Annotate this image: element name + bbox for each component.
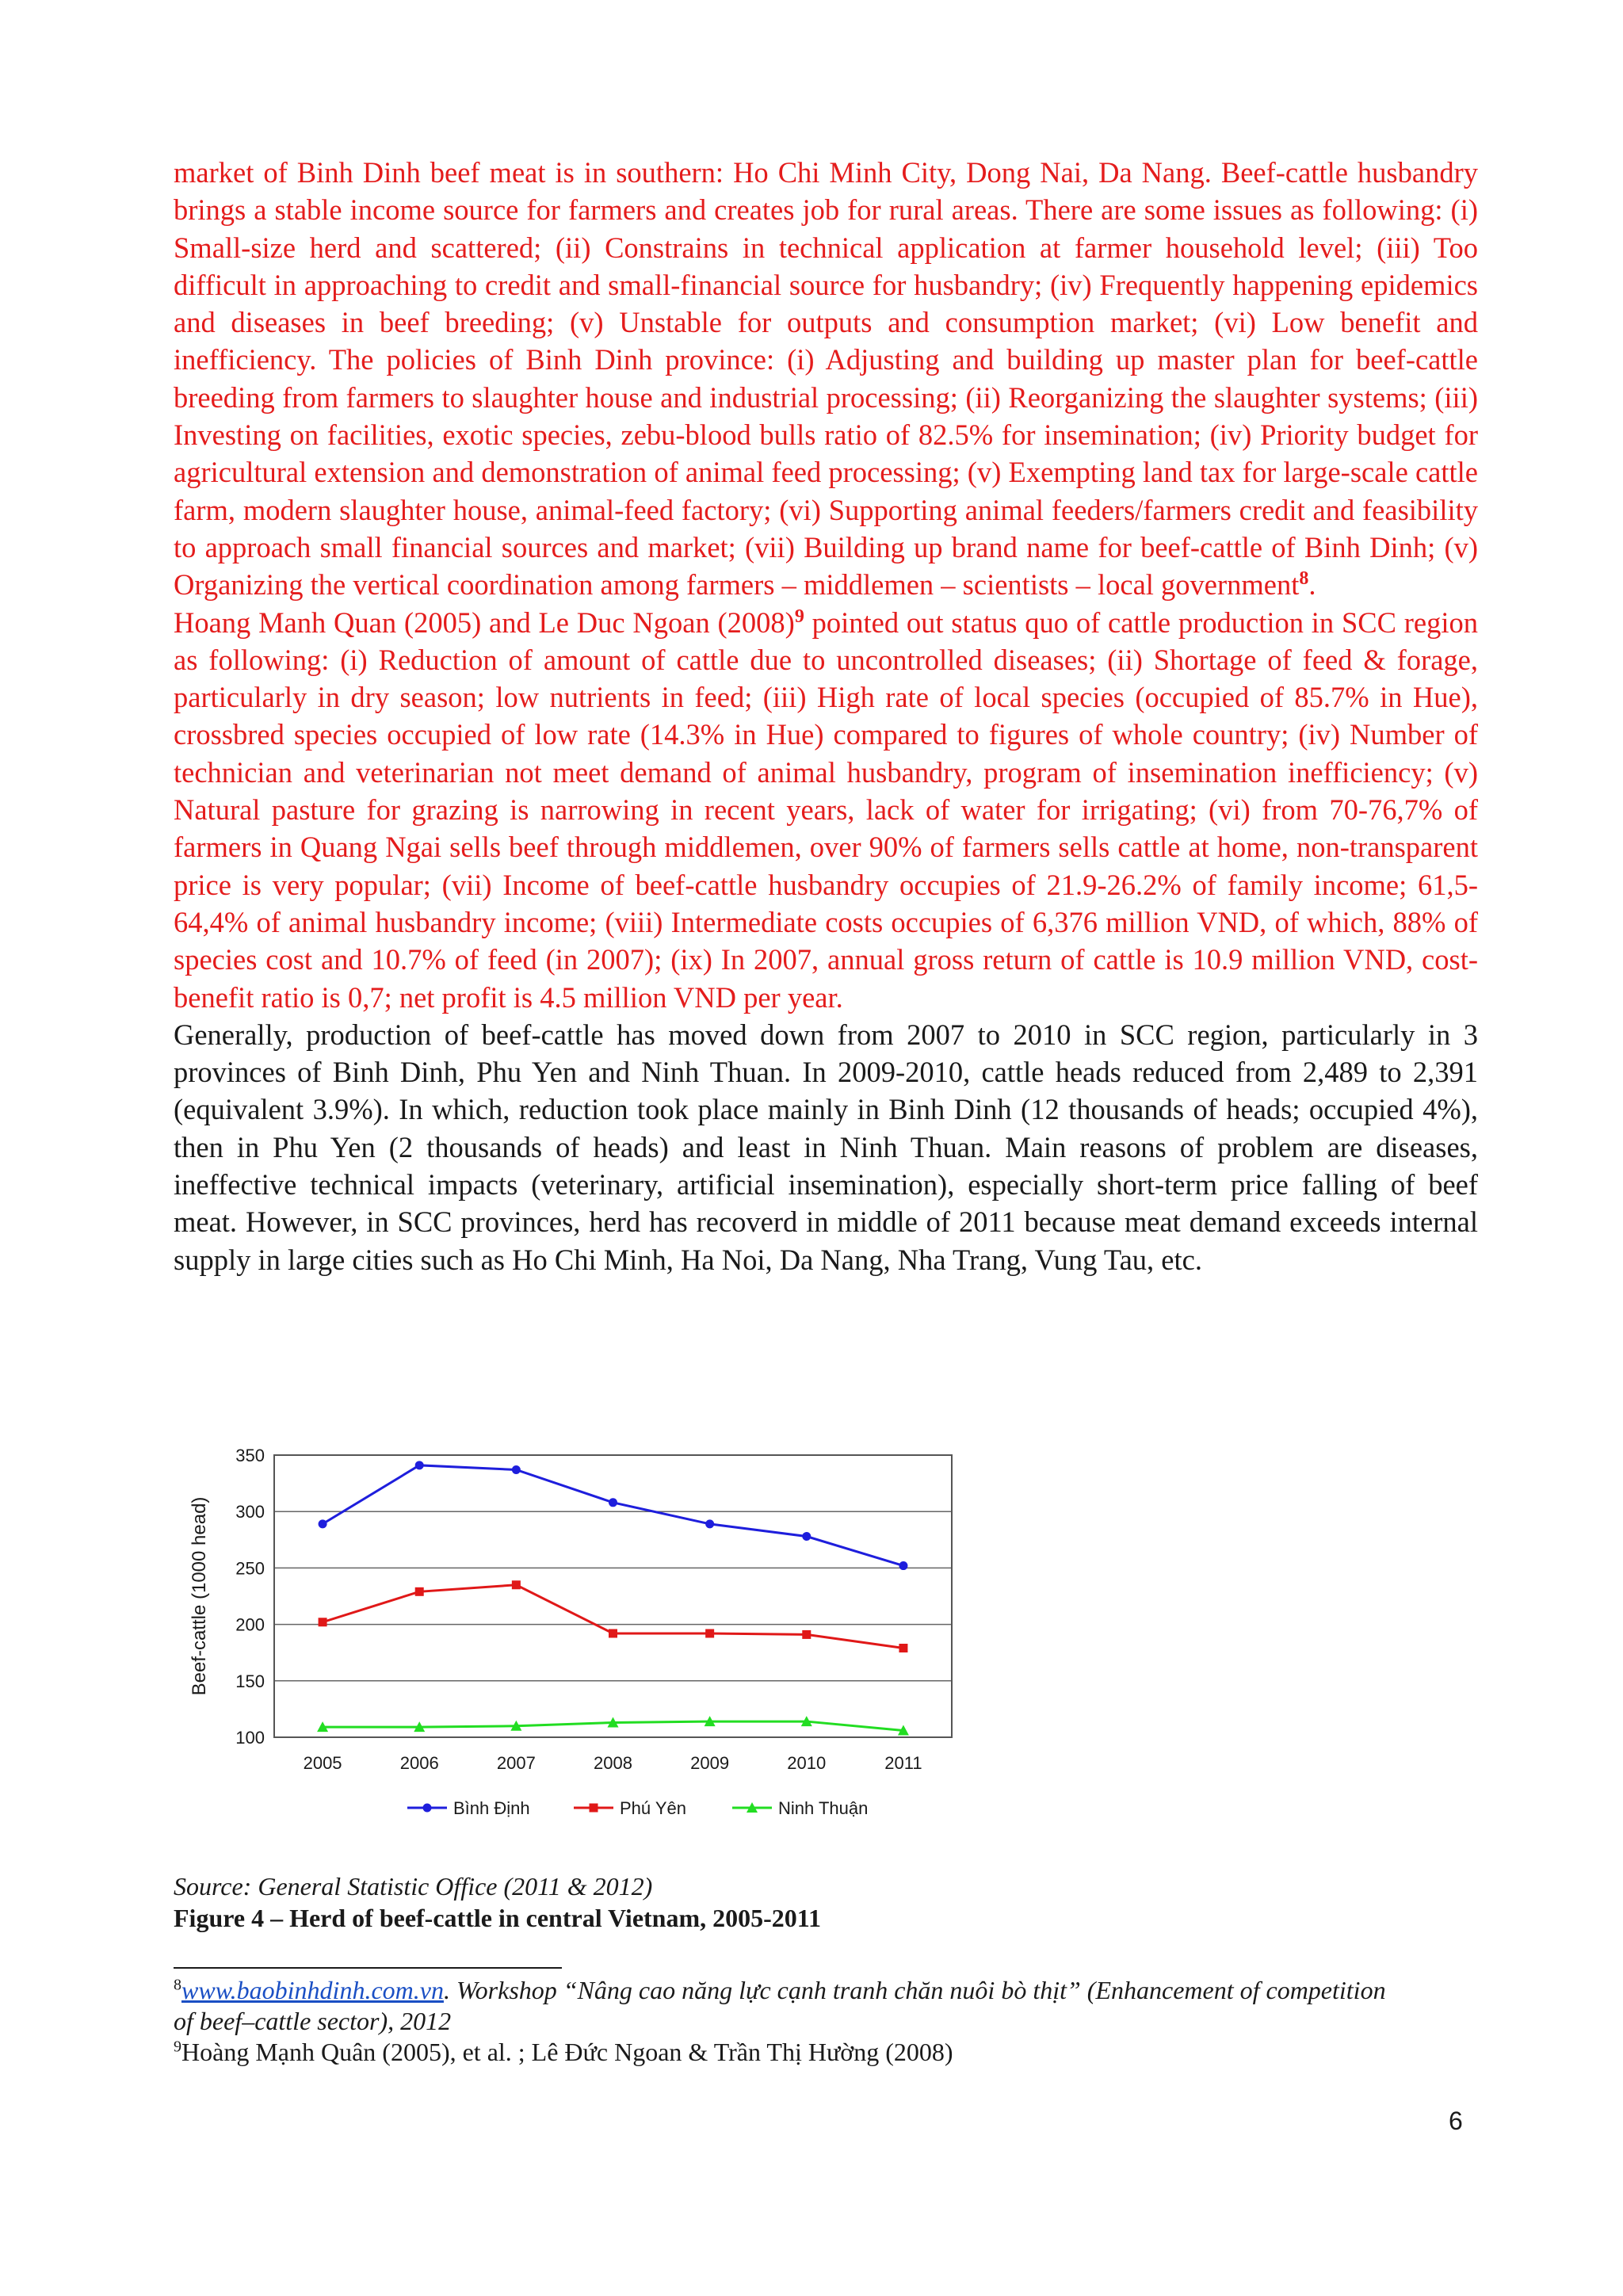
y-tick-label: 250 (235, 1558, 265, 1579)
legend-label: Phú Yên (620, 1798, 687, 1818)
data-point (899, 1644, 907, 1652)
footnotes (174, 1975, 1410, 2068)
data-point (802, 1630, 811, 1639)
page-number: 6 (1449, 2107, 1463, 2135)
legend-marker (590, 1804, 598, 1813)
x-tick-label: 2007 (496, 1753, 536, 1773)
paragraph-end: . (1308, 568, 1316, 602)
data-point (609, 1629, 617, 1637)
data-point (512, 1580, 521, 1589)
x-tick-label: 2010 (787, 1753, 827, 1773)
data-point (705, 1629, 714, 1637)
y-tick-label: 350 (235, 1447, 265, 1465)
series-2 (317, 1716, 909, 1735)
y-tick-labels (235, 1447, 265, 1748)
data-point (319, 1618, 327, 1626)
series-0 (319, 1461, 908, 1570)
figure-source: Source: General Statistic Office (2011 & 2012) (174, 1872, 653, 1901)
data-point (705, 1519, 714, 1528)
footnote-number: 8 (174, 1976, 181, 1994)
legend-item (407, 1798, 530, 1818)
body-text (174, 154, 1478, 1278)
y-tick-label: 300 (235, 1502, 265, 1522)
herd-line-chart (174, 1447, 1045, 1859)
y-tick-label: 200 (235, 1614, 265, 1635)
chart-series (317, 1461, 909, 1735)
data-point (802, 1532, 811, 1541)
paragraph-status-quo (174, 604, 1478, 1016)
footnote-number: 9 (174, 2038, 181, 2056)
footnote-ref-9[interactable]: 9 (794, 606, 804, 627)
paragraph-binh-dinh-policies (174, 154, 1478, 604)
x-tick-label: 2009 (690, 1753, 730, 1773)
legend-marker (423, 1804, 432, 1813)
y-tick-label: 150 (235, 1671, 265, 1691)
x-tick-label: 2008 (594, 1753, 632, 1773)
footnote-text: Hoàng Mạnh Quân (2005), et al. ; Lê Đức Ngoan & Trần Thị Hường (2008) (181, 2038, 953, 2066)
y-tick-label: 100 (235, 1728, 265, 1748)
x-tick-label: 2011 (884, 1753, 922, 1773)
legend-label: Ninh Thuận (778, 1798, 869, 1818)
legend-label: Bình Định (453, 1798, 530, 1818)
y-axis-label: Beef-cattle (1000 head) (189, 1496, 210, 1696)
footnote-text: . Workshop “Nâng cao năng lực cạnh tranh chăn nuôi bò thịt” (Enhancement of competition of beef–cattle sector), 2012 (174, 1976, 1386, 2035)
series-line (323, 1585, 903, 1648)
data-point (512, 1465, 521, 1474)
footnote-divider (174, 1967, 562, 1969)
legend-item (574, 1798, 686, 1818)
paragraph-production-trend: Generally, production of beef-cattle has moved down from 2007 to 2010 in SCC region, particularly in 3 provinces of Binh Dinh, Phu Yen and Ninh Thuan. In 2009-2010, cattle heads reduced from 2,489 to 2,391 (equivalent 3.9%). In which, reduction took place mainly in Binh Dinh (12 thousands of heads; occupied 4%), then in Phu Yen (2 thousands of heads) and least in Ninh Thuan. Main reasons of problem are diseases, ineffective technical impacts (veterinary, artificial insemination), especially short-term price falling of beef meat. However, in SCC provinces, herd has recoverd in middle of 2011 because meat demand exceeds internal supply in large cities such as Ho Chi Minh, Ha Noi, Da Nang, Nha Trang, Vung Tau, etc. (174, 1018, 1478, 1276)
footnote-ref-8[interactable]: 8 (1299, 568, 1309, 590)
data-point (415, 1461, 424, 1469)
data-point (415, 1587, 424, 1596)
data-point (609, 1498, 617, 1507)
chart-legend (407, 1798, 868, 1818)
chart-gridlines (274, 1455, 952, 1737)
footnote-9 (174, 2037, 1410, 2068)
series-1 (319, 1580, 908, 1652)
data-point (899, 1561, 907, 1570)
series-line (323, 1465, 903, 1566)
x-tick-label: 2005 (303, 1753, 342, 1773)
figure-caption: Figure 4 – Herd of beef-cattle in central Vietnam, 2005-2011 (174, 1904, 822, 1932)
paragraph-text: market of Binh Dinh beef meat is in southern: Ho Chi Minh City, Dong Nai, Da Nang. Beef-cattle husbandry brings a stable income source for farmers and creates job for rural areas. There are some issues as following: (i) Small-size herd and scattered; (ii) Constrains in technical application at farmer household level; (iii) Too difficult in approaching to credit and small-financial source for husbandry; (iv) Frequently happening epidemics and diseases in beef breeding; (v) Unstable for outputs and consumption market; (vi) Low benefit and inefficiency. The policies of Binh Dinh province: (i) Adjusting and building up master plan for beef-cattle breeding from farmers to slaughter house and industrial processing; (ii) Reorganizing the slaughter systems; (iii) Investing on facilities, exotic species, zebu-blood bulls ratio of 82.5% for insemination; (iv) Priority budget for agricultural extension and demonstration of animal feed processing; (v) Exempting land tax for large-scale cattle farm, modern slaughter house, animal-feed factory; (vi) Supporting animal feeders/farmers credit and feasibility to approach small financial sources and market; (vii) Building up brand name for beef-cattle of Binh Dinh; (v) Organizing the vertical coordination among farmers – middlemen – scientists – local government (174, 156, 1478, 602)
footnote-link[interactable]: www.baobinhdinh.com.vn (181, 1976, 444, 2004)
data-point (319, 1519, 327, 1528)
paragraph-start: Hoang Manh Quan (2005) and Le Duc Ngoan (2008) (174, 606, 795, 639)
footnote-8 (174, 1975, 1410, 2037)
plot-area-frame (274, 1455, 952, 1737)
legend-item (732, 1798, 868, 1818)
x-tick-label: 2006 (399, 1753, 439, 1773)
paragraph-text: pointed out status quo of cattle production in SCC region as following: (i) Reduction of amount of cattle due to uncontrolled diseases; (ii) Shortage of feed & forage, particularly in dry season; low nutrients in feed; (iii) High rate of local species (occupied of 85.7% in Hue), crossbred species occupied of low rate (14.3% in Hue) compared to figures of whole country; (iv) Number of technician and veterinarian not meet demand of animal husbandry, program of insemination inefficiency; (v) Natural pasture for grazing is narrowing in recent years, lack of water for irrigating; (vi) from 70-76,7% of farmers in Quang Ngai sells beef through middlemen, over 90% of farmers sells cattle at home, non-transparent price is very popular; (vii) Income of beef-cattle husbandry occupies of 21.9-26.2% of family income; 61,5-64,4% of animal husbandry income; (viii) Intermediate costs occupies of 6,376 million VND, of which, 88% of species cost and 10.7% of feed (in 2007); (ix) In 2007, annual gross return of cattle is 10.9 million VND, cost-benefit ratio is 0,7; net profit is 4.5 million VND per year. (174, 606, 1478, 1014)
x-tick-labels (304, 1753, 922, 1773)
